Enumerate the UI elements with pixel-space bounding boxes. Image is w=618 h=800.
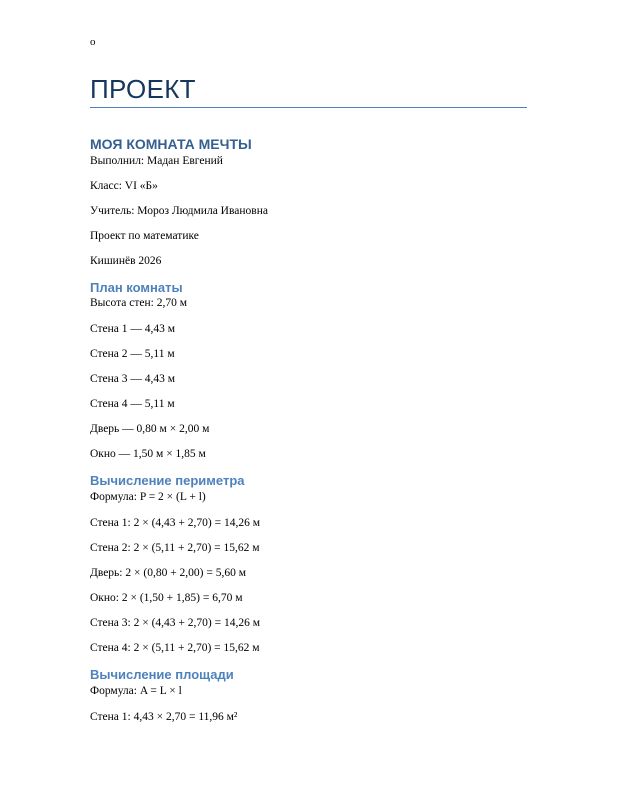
area-line: Формула: A = L × l [90,685,182,697]
info-place-year: Кишинёв 2026 [90,255,162,267]
perimeter-line: Стена 4: 2 × (5,11 + 2,70) = 15,62 м [90,642,260,654]
info-subject: Проект по математике [90,230,199,242]
area-heading: Вычисление площади [90,667,234,682]
main-heading: МОЯ КОМНАТА МЕЧТЫ [90,136,252,152]
page-marker: o [90,36,96,48]
plan-line: Дверь — 0,80 м × 2,00 м [90,423,210,435]
perimeter-heading: Вычисление периметра [90,473,245,488]
perimeter-line: Дверь: 2 × (0,80 + 2,00) = 5,60 м [90,567,247,579]
plan-line: Стена 1 — 4,43 м [90,323,176,335]
perimeter-line: Формула: P = 2 × (L + l) [90,491,206,503]
plan-line: Стена 2 — 5,11 м [90,348,175,360]
info-teacher: Учитель: Мороз Людмила Ивановна [90,205,268,217]
title-underline [90,107,527,108]
info-author: Выполнил: Мадан Евгений [90,155,223,167]
area-line: Стена 1: 4,43 × 2,70 = 11,96 м² [90,711,238,723]
plan-line: Окно — 1,50 м × 1,85 м [90,448,206,460]
perimeter-line: Стена 1: 2 × (4,43 + 2,70) = 14,26 м [90,517,260,529]
perimeter-line: Стена 2: 2 × (5,11 + 2,70) = 15,62 м [90,542,260,554]
plan-line: Стена 3 — 4,43 м [90,373,176,385]
plan-line: Высота стен: 2,70 м [90,297,187,309]
info-class: Класс: VI «Б» [90,180,158,192]
plan-line: Стена 4 — 5,11 м [90,398,175,410]
perimeter-line: Стена 3: 2 × (4,43 + 2,70) = 14,26 м [90,617,260,629]
perimeter-line: Окно: 2 × (1,50 + 1,85) = 6,70 м [90,592,243,604]
plan-heading: План комнаты [90,280,183,295]
document-title: ПРОЕКТ [90,74,196,104]
